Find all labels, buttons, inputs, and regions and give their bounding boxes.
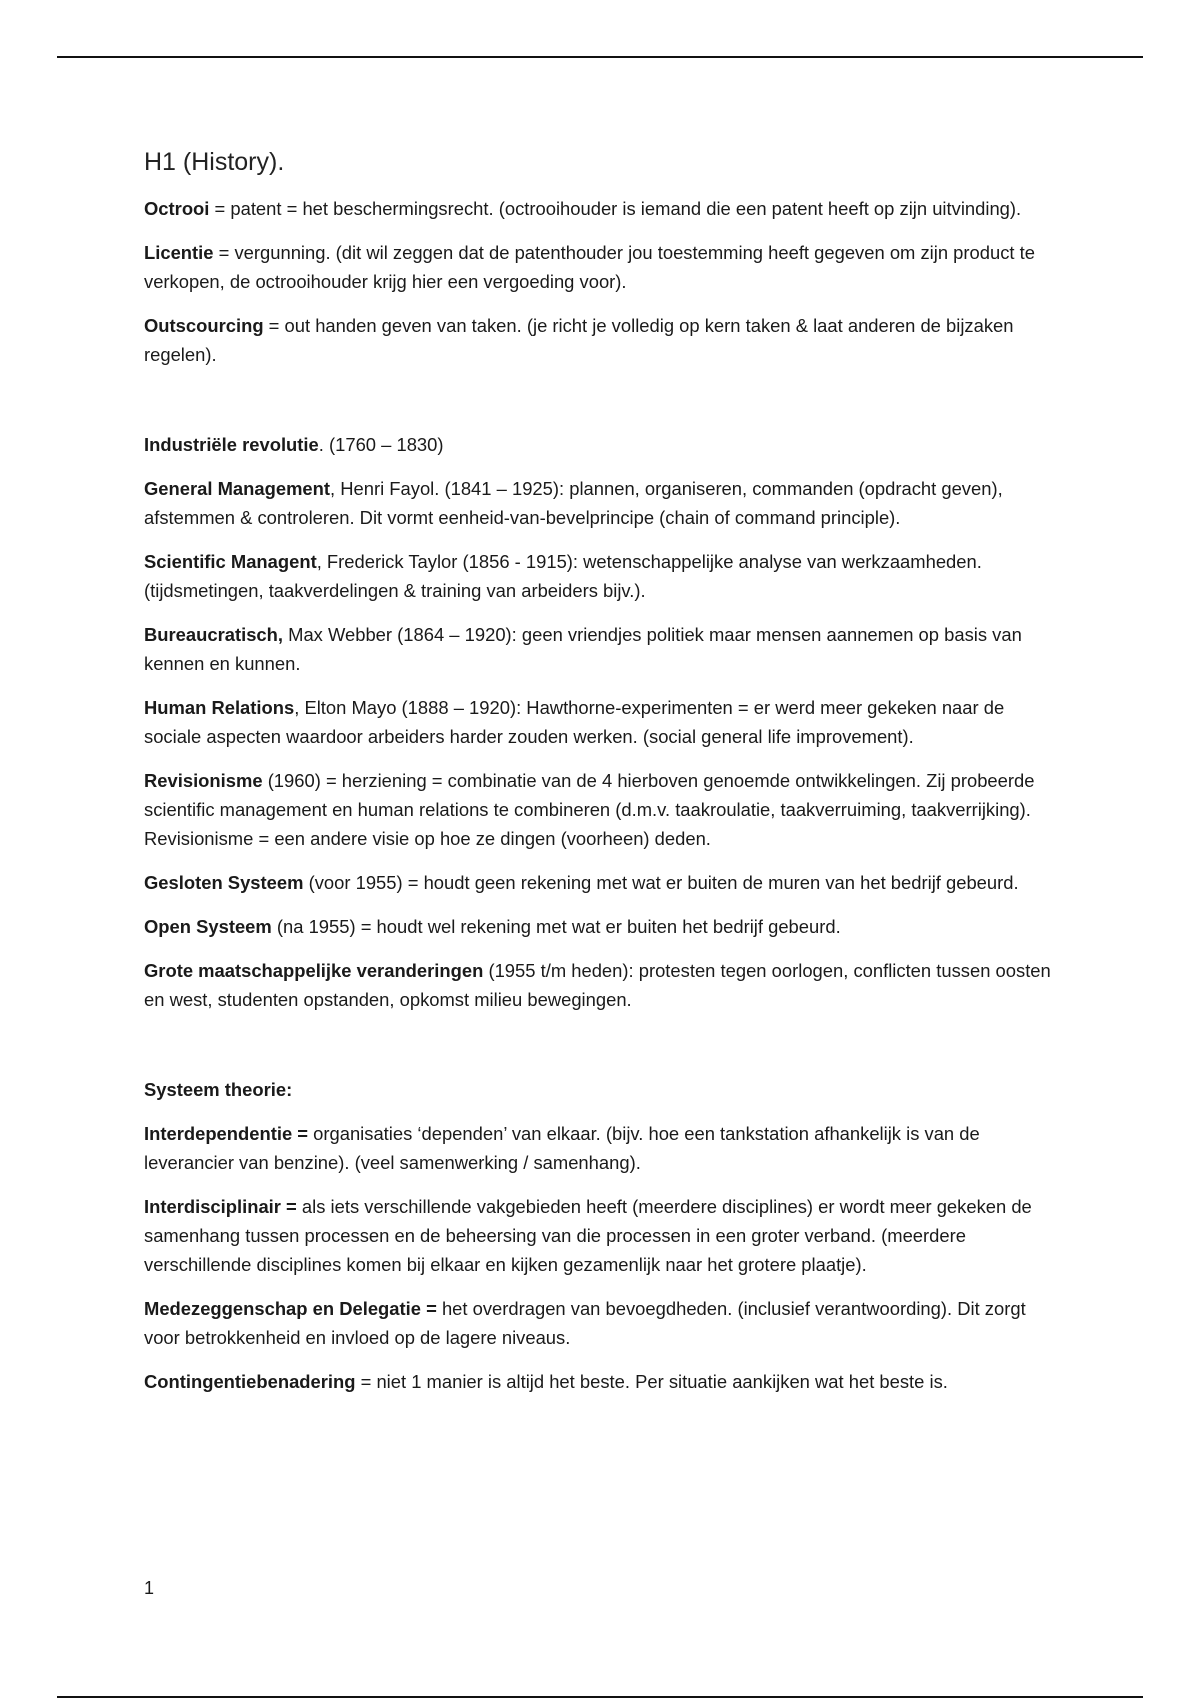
- entry-term: Grote maatschappelijke veranderingen: [144, 960, 484, 981]
- entry-text: = vergunning. (dit wil zeggen dat de patenthouder jou toestemming heeft gegeven om zijn product te verkopen, de octrooihouder krijg hier een vergoeding voor).: [144, 242, 1035, 292]
- history-entry: [144, 547, 1064, 605]
- page-number: 1: [144, 1578, 155, 1598]
- entry-text: , Henri Fayol. (1841 – 1925): plannen, organiseren, commanden (opdracht geven), afstemmen & controleren. Dit vormt eenheid-van-bevelprincipe (chain of command principle).: [144, 478, 1003, 528]
- definition-entry: [144, 194, 1064, 223]
- systems-entry: [144, 1294, 1064, 1352]
- entry-term: General Management: [144, 478, 331, 499]
- footer-rule: [57, 1696, 1143, 1698]
- entry-text: , Frederick Taylor (1856 - 1915): wetenschappelijke analyse van werkzaamheden. (tijdsmetingen, taakverdelingen & training van arbeiders bijv.).: [144, 551, 982, 601]
- page-content: [144, 146, 1064, 1411]
- entry-text: (na 1955) = houdt wel rekening met wat er buiten het bedrijf gebeurd.: [271, 916, 841, 937]
- history-entry: [144, 912, 1064, 941]
- entry-text: = niet 1 manier is altijd het beste. Per situatie aankijken wat het beste is.: [355, 1371, 948, 1392]
- history-entry: [144, 430, 1064, 459]
- entry-term: Licentie: [144, 242, 214, 263]
- entry-term: Medezeggenschap en Delegatie =: [144, 1298, 437, 1319]
- history-entry: [144, 474, 1064, 532]
- section-spacer: [144, 1029, 1064, 1075]
- section-spacer: [144, 384, 1064, 430]
- entry-term: Industriële revolutie: [144, 434, 319, 455]
- entry-text: (1960) = herziening = combinatie van de 4 hierboven genoemde ontwikkelingen. Zij probeerde scientific management en human relations te combineren (d.m.v. taakroulatie, taakverruiming, taakverrijking). Revisionisme = een andere visie op hoe ze dingen (voorheen) deden.: [144, 770, 1035, 849]
- entry-term: Gesloten Systeem: [144, 872, 304, 893]
- entry-text: het overdragen van bevoegdheden. (inclusief verantwoording). Dit zorgt voor betrokkenheid en invloed op de lagere niveaus.: [144, 1298, 1026, 1348]
- entry-text: (1955 t/m heden): protesten tegen oorlogen, conflicten tussen oosten en west, studenten opstanden, opkomst milieu bewegingen.: [144, 960, 1051, 1010]
- history-entry: [144, 766, 1064, 853]
- entry-text: = patent = het beschermingsrecht. (octrooihouder is iemand die een patent heeft op zijn uitvinding).: [209, 198, 1022, 219]
- entry-term: Human Relations: [144, 697, 295, 718]
- definition-entry: [144, 311, 1064, 369]
- entry-text: als iets verschillende vakgebieden heeft (meerdere disciplines) er wordt meer gekeken de samenhang tussen processen en de beheersing van die processen in een groter verband. (meerdere verschillende disciplines komen bij elkaar en kijken gezamenlijk naar het grotere plaatje).: [144, 1196, 1032, 1275]
- entry-term: Contingentiebenadering: [144, 1371, 356, 1392]
- entry-text: . (1760 – 1830): [318, 434, 444, 455]
- entry-text: , Elton Mayo (1888 – 1920): Hawthorne-experimenten = er werd meer gekeken naar de sociale aspecten waardoor arbeiders harder zouden werken. (social general life improvement).: [144, 697, 1005, 747]
- entry-term: Scientific Managent: [144, 551, 317, 572]
- entry-term: Interdependentie =: [144, 1123, 309, 1144]
- history-entry: [144, 956, 1064, 1014]
- entry-term: Revisionisme: [144, 770, 263, 791]
- systems-entry: [144, 1367, 1064, 1396]
- systems-entry: [144, 1119, 1064, 1177]
- history-entry: [144, 620, 1064, 678]
- document-title: H1 (History).: [144, 148, 285, 176]
- header-rule: [57, 56, 1143, 58]
- entry-text: = out handen geven van taken. (je richt je volledig op kern taken & laat anderen de bijzaken regelen).: [144, 315, 1014, 365]
- entry-term: Bureaucratisch,: [144, 624, 284, 645]
- systems-entry: [144, 1192, 1064, 1279]
- section-heading: [144, 1075, 1064, 1104]
- history-entry: [144, 693, 1064, 751]
- definition-entry: [144, 238, 1064, 296]
- entry-text: (voor 1955) = houdt geen rekening met wat er buiten de muren van het bedrijf gebeurd.: [303, 872, 1019, 893]
- entry-text: Max Webber (1864 – 1920): geen vriendjes politiek maar mensen aannemen op basis van kennen en kunnen.: [144, 624, 1022, 674]
- entry-term: Interdisciplinair =: [144, 1196, 297, 1217]
- entry-term: Open Systeem: [144, 916, 272, 937]
- systems-heading: Systeem theorie:: [144, 1079, 293, 1100]
- entry-term: Outscourcing: [144, 315, 264, 336]
- history-entry: [144, 868, 1064, 897]
- entry-term: Octrooi: [144, 198, 210, 219]
- entry-text: organisaties ‘dependen’ van elkaar. (bijv. hoe een tankstation afhankelijk is van de leverancier van benzine). (veel samenwerking / samenhang).: [144, 1123, 980, 1173]
